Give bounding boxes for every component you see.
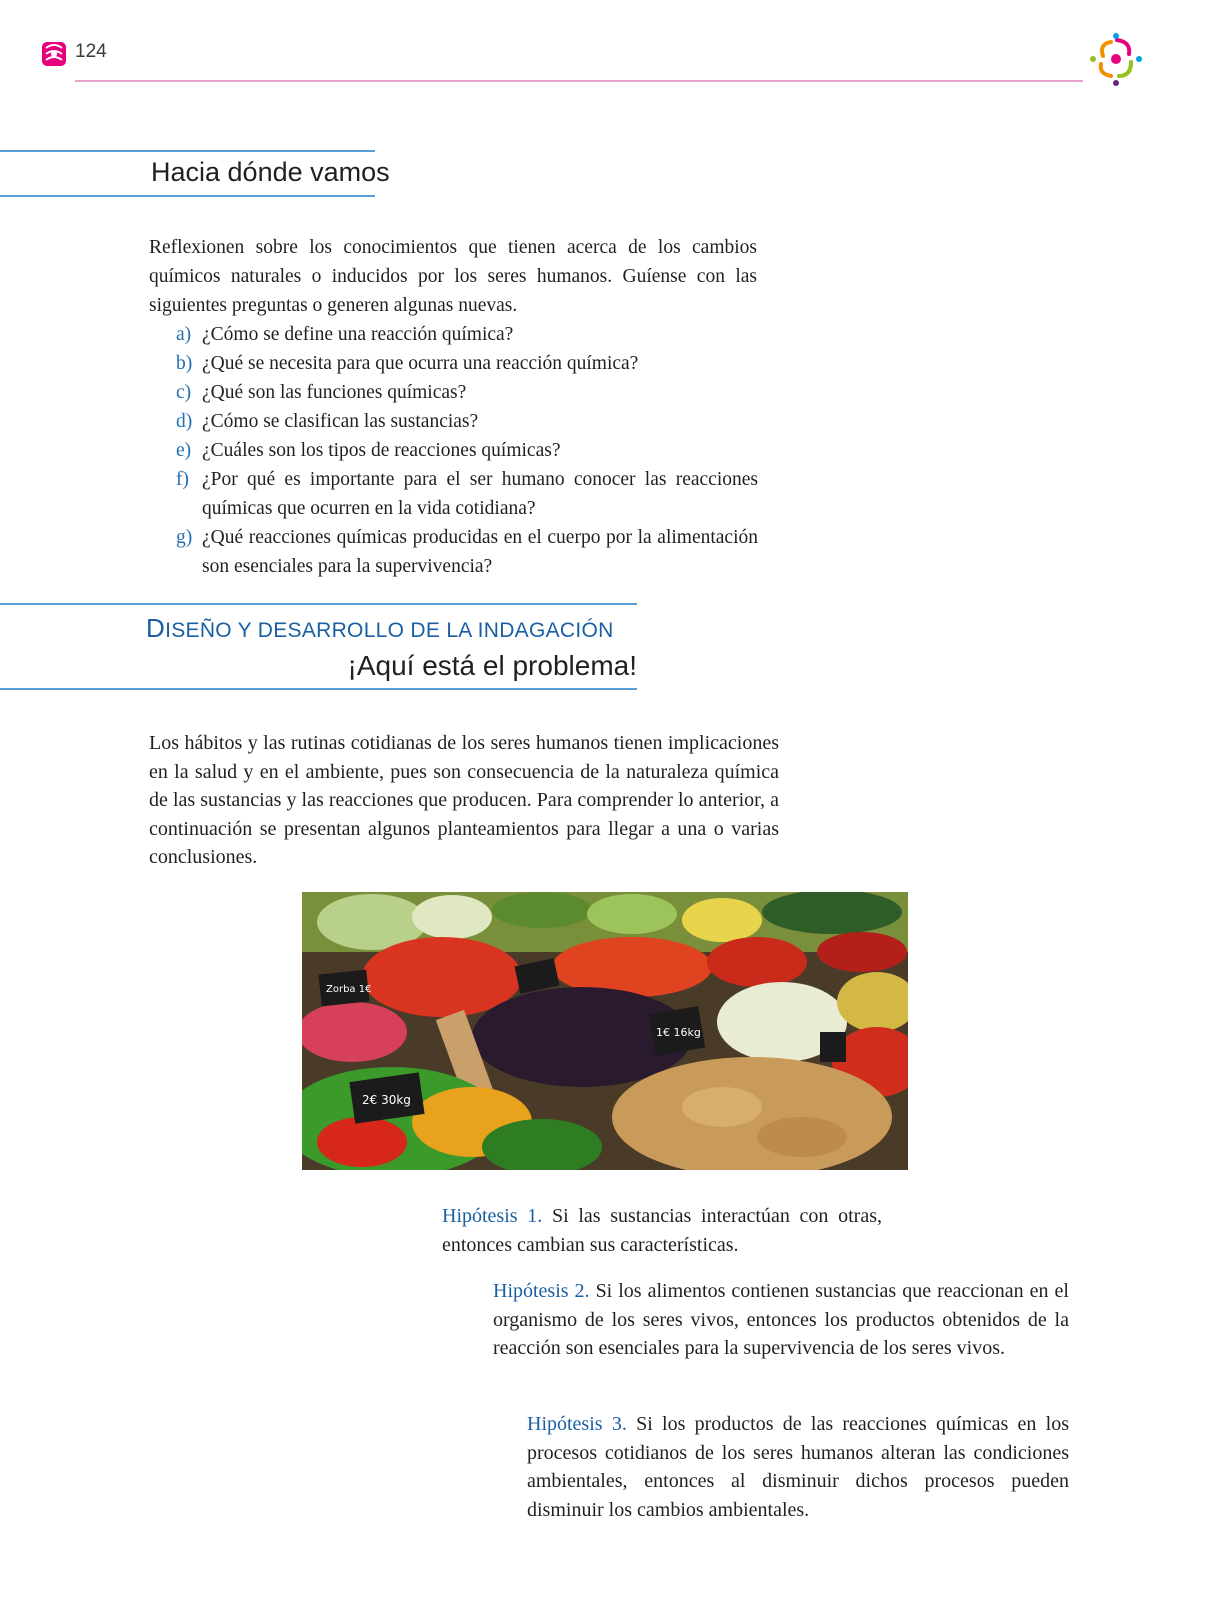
question-letter: d): [176, 411, 193, 432]
question-letter: e): [176, 440, 192, 461]
question-letter: f): [176, 469, 189, 490]
section-title: Hacia dónde vamos: [151, 157, 390, 187]
section-rule-bottom: [0, 195, 375, 197]
hypothesis-label: Hipótesis 3.: [527, 1413, 627, 1435]
hypothesis-3: [527, 1410, 1069, 1524]
hypothesis-2: [493, 1277, 1069, 1363]
question-item: [176, 378, 758, 407]
price-sign: [649, 1006, 706, 1056]
hypothesis-label: Hipótesis 2.: [493, 1280, 590, 1302]
price-sign: [318, 970, 371, 1007]
hypothesis-label: Hipótesis 1.: [442, 1205, 543, 1227]
title-rest: ISEÑO Y DESARROLLO DE LA INDAGACIÓN: [165, 619, 614, 642]
price-sign-text: 1€ 16kg: [656, 1026, 701, 1039]
title-initial: D: [146, 613, 166, 643]
problem-paragraph: Los hábitos y las rutinas cotidianas de los seres humanos tienen implicaciones en la salud y en el ambiente, pues son consecuencia de la naturaleza química de las sustancias y las reacciones que producen. Para comprender lo anterior, a continuación se presentan algunos planteamientos para llegar a una o varias conclusiones.: [149, 732, 779, 868]
question-text: ¿Qué reacciones químicas producidas en el cuerpo por la alimentación son esenciales para la supervivencia?: [202, 527, 758, 577]
hypothesis-text: Si las sustancias interactúan con otras, entonces cambian sus características.: [442, 1205, 882, 1256]
book-logo-icon: [1087, 30, 1145, 88]
question-item: [176, 407, 758, 436]
question-text: ¿Qué se necesita para que ocurra una reacción química?: [202, 353, 639, 374]
question-item: [176, 465, 758, 523]
question-item: [176, 349, 758, 378]
hypothesis-1: [442, 1202, 882, 1259]
page-number: 124: [75, 41, 107, 62]
section-rule-bottom: [0, 688, 637, 690]
section-rule-top: [0, 150, 375, 152]
intro-paragraph: Reflexionen sobre los conocimientos que tienen acerca de los cambios químicos naturales o inducidos por los seres humanos. Guíense con las siguientes preguntas o generen algunas nuevas.: [149, 237, 757, 316]
section-rule-top: [0, 603, 637, 605]
question-item: [176, 320, 758, 349]
price-sign-text: Zorba 1€: [326, 984, 372, 995]
question-letter: c): [176, 382, 192, 403]
section-title: [146, 613, 614, 644]
hypothesis-text: Si los alimentos contienen sustancias que reaccionan en el organismo de los seres vivos, entonces los productos obtenidos de la reacción son esenciales para la supervivencia de los seres vivos.: [493, 1280, 1069, 1359]
price-sign-text: 2€ 30kg: [362, 1093, 411, 1107]
question-text: ¿Cómo se clasifican las sustancias?: [202, 411, 479, 432]
market-photo: [302, 892, 908, 1170]
hypothesis-text: Si los productos de las reacciones químicas en los procesos cotidianos de los seres humanos alteran las condiciones ambientales, entonces al disminuir dichos procesos pueden disminuir los cambios ambientales.: [527, 1413, 1069, 1521]
question-list: [176, 320, 758, 581]
question-item: [176, 523, 758, 581]
question-item: [176, 436, 758, 465]
question-letter: g): [176, 527, 193, 548]
question-letter: a): [176, 324, 192, 345]
question-text: ¿Por qué es importante para el ser humano conocer las reacciones químicas que ocurren en la vida cotidiana?: [202, 469, 758, 519]
question-text: ¿Cómo se define una reacción química?: [202, 324, 514, 345]
question-letter: b): [176, 353, 193, 374]
decorative-glyph-icon: [40, 40, 68, 68]
header-rule: [75, 80, 1083, 82]
question-text: ¿Qué son las funciones químicas?: [202, 382, 467, 403]
question-text: ¿Cuáles son los tipos de reacciones químicas?: [202, 440, 561, 461]
section-subtitle: ¡Aquí está el problema!: [347, 650, 637, 681]
